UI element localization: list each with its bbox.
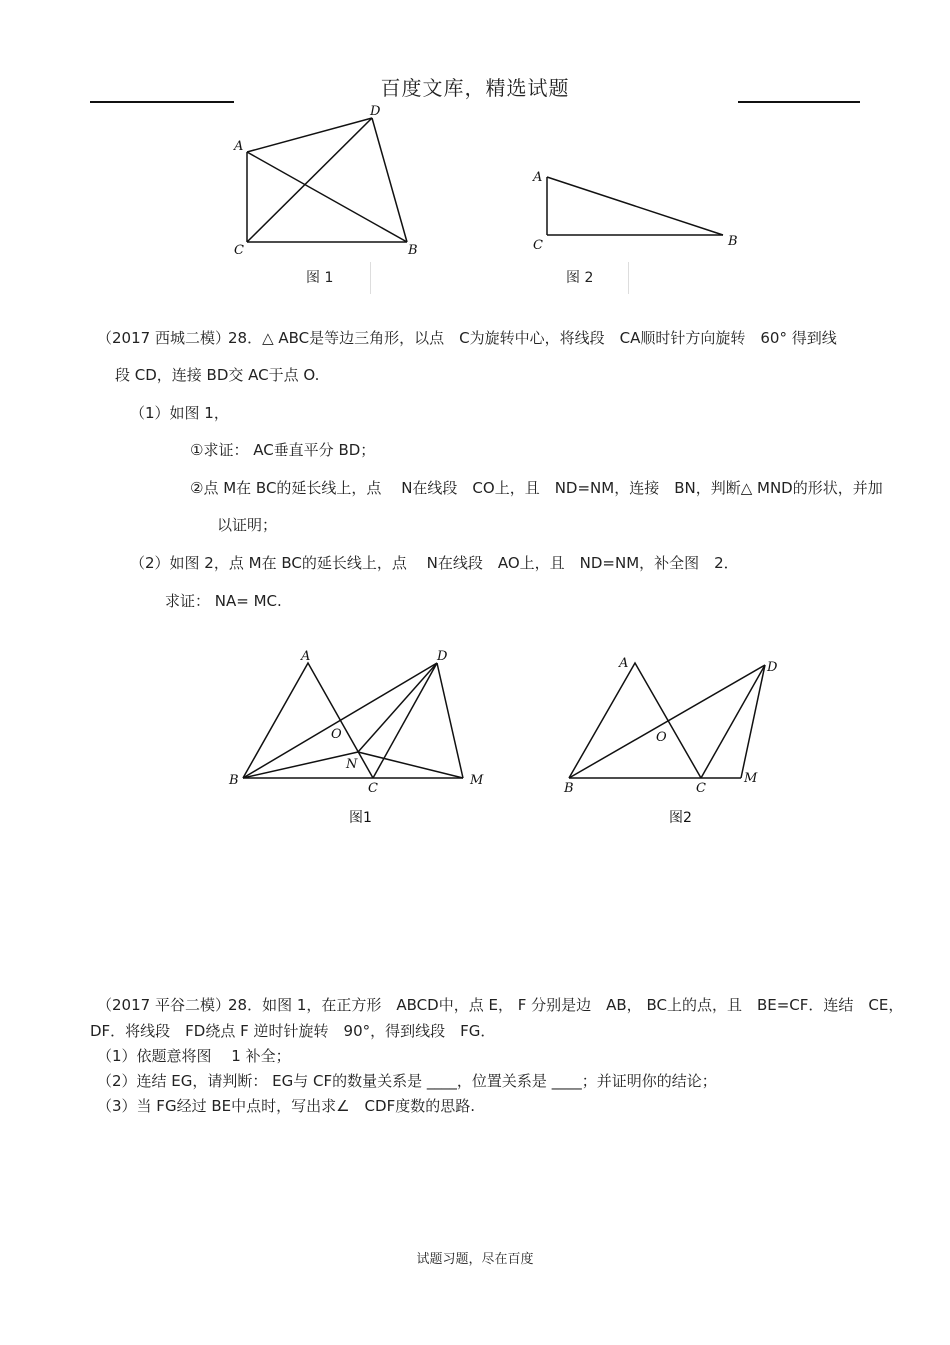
problem2-q2: （2）连结 EG，请判断： EG与 CF的数量关系是 ____，位置关系是 ____；并证明你的结论；	[97, 1072, 717, 1090]
problem2-statement-line2: DF．将线段 FD绕点 F 逆时针旋转 90°，得到线段 FG．	[90, 1022, 496, 1040]
problem2-source: （2017 平谷二模）	[97, 996, 230, 1014]
point-label-A: A	[301, 649, 311, 664]
problem1-part1-title: （1）如图 1，	[130, 404, 229, 422]
problem1-part1-q2: ②点 M在 BC的延长线上，点 N在线段 CO上，且 ND=NM，连接 BN，判断△ MND的形状，并加	[190, 479, 883, 497]
problem1-statement-line2: 段 CD，连接 BD交 AC于点 O.	[115, 366, 320, 384]
page-header-title: 百度文库，精选试题	[380, 76, 570, 100]
point-label-B: B	[728, 234, 738, 249]
problem1-figure-2	[555, 645, 795, 835]
problem2-q1: （1）依题意将图 1 补全；	[97, 1047, 291, 1065]
point-label-O: O	[656, 730, 667, 745]
problem1-statement-line1: 28．△ ABC是等边三角形，以点 C为旋转中心，将线段 CA顺时针方向旋转 60° 得到线	[228, 329, 837, 347]
point-label-A: A	[533, 170, 543, 185]
problem1-part2-prove: 求证： NA= MC.	[165, 592, 282, 610]
problem1-part1-q1: ①求证： AC垂直平分 BD；	[190, 441, 376, 459]
point-label-M: M	[470, 773, 484, 788]
header-rule-right	[738, 101, 860, 103]
problem1-source: （2017 西城二模）	[97, 329, 230, 347]
figure-caption: 图1	[349, 810, 372, 826]
top-figure-2	[525, 165, 745, 255]
point-label-C: C	[368, 781, 378, 796]
point-label-D: D	[437, 649, 448, 664]
point-label-B: B	[229, 773, 239, 788]
point-label-O: O	[331, 727, 342, 742]
point-label-B: B	[564, 781, 574, 796]
point-label-C: C	[533, 238, 543, 253]
problem2-statement-line1: 28．如图 1，在正方形 ABCD中，点 E， F 分别是边 AB， BC上的点，且 BE=CF．连结 CE，	[228, 996, 904, 1014]
header-rule-left	[90, 101, 234, 103]
problem1-part1-q2-cont: 以证明；	[217, 516, 278, 534]
problem2-q3: （3）当 FG经过 BE中点时，写出求∠ CDF度数的思路.	[97, 1097, 475, 1115]
point-label-D: D	[370, 104, 381, 119]
figure-caption: 图2	[669, 810, 692, 826]
problem1-figure-1	[225, 640, 495, 835]
point-label-C: C	[696, 781, 706, 796]
point-label-A: A	[234, 139, 244, 154]
top-figure-1	[225, 102, 425, 262]
point-label-A: A	[619, 656, 629, 671]
point-label-C: C	[234, 243, 244, 258]
point-label-B: B	[408, 243, 418, 258]
point-label-M: M	[744, 771, 758, 786]
point-label-D: D	[767, 660, 778, 675]
page-footer: 试题习题，尽在百度	[416, 1252, 534, 1267]
top-figure-1-caption: 图 1	[296, 262, 371, 294]
top-figure-2-caption: 图 2	[556, 262, 629, 294]
problem1-part2-title: （2）如图 2，点 M在 BC的延长线上，点 N在线段 AO上，且 ND=NM，补全图 2．	[130, 554, 739, 572]
point-label-N: N	[346, 757, 358, 772]
